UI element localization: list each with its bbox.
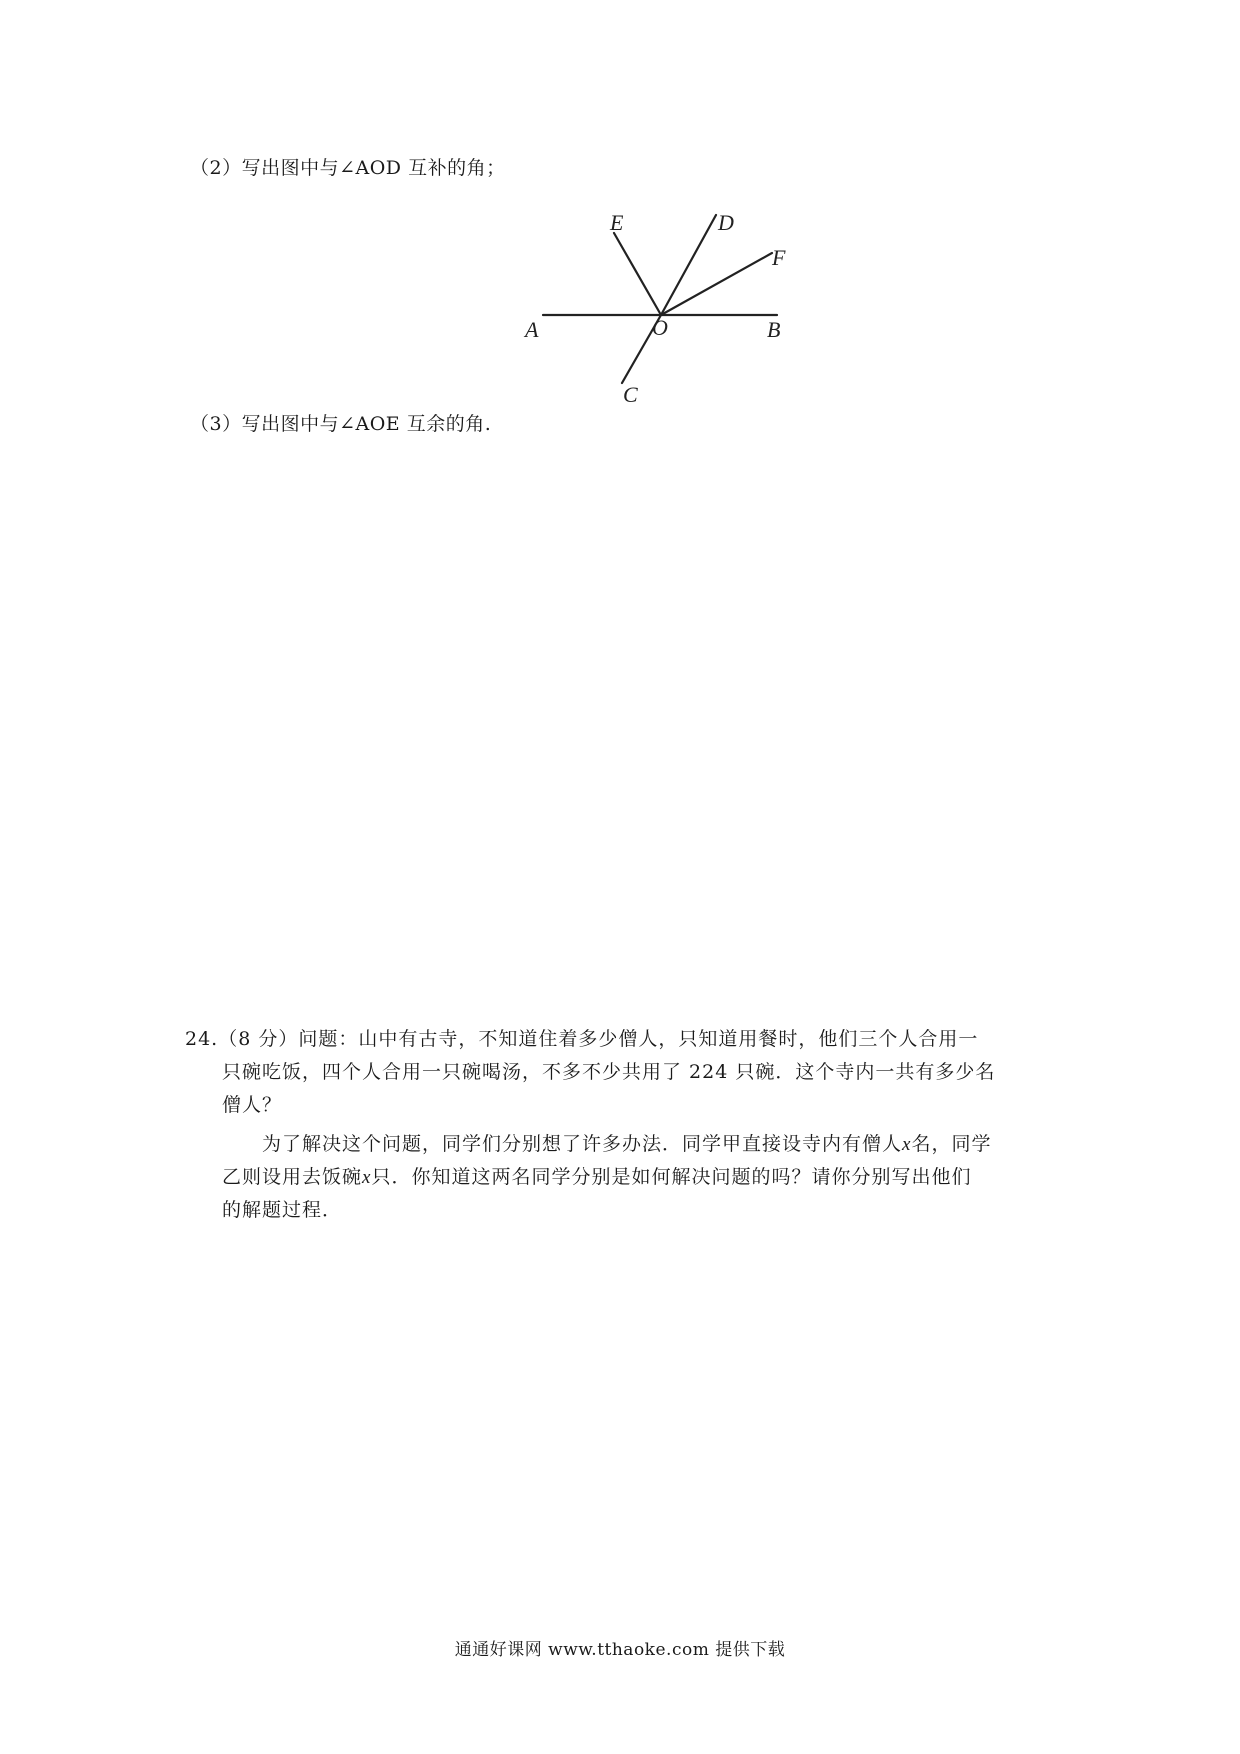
line-4-part-a: 为了解决这个问题，同学们分别想了许多办法．同学甲直接设寺内有僧人 xyxy=(262,1133,903,1155)
variable-x: x xyxy=(362,1167,372,1188)
variable-x: x xyxy=(902,1134,912,1155)
label-e: E xyxy=(610,210,624,235)
question-24-line-6: 的解题过程． xyxy=(222,1199,343,1221)
label-f: F xyxy=(772,245,786,270)
line-5-part-b: 只．你知道这两名同学分别是如何解决问题的吗？请你分别写出他们 xyxy=(371,1166,972,1188)
angle-figure xyxy=(515,205,815,405)
question-24-line-4 xyxy=(262,1129,991,1156)
question-part-2: （2）写出图中与∠AOD 互补的角； xyxy=(190,157,506,179)
line-5-part-a: 乙则设用去饭碗 xyxy=(222,1166,363,1188)
label-o: O xyxy=(652,315,668,340)
question-24-line-3: 僧人？ xyxy=(222,1094,283,1116)
question-part-3: （3）写出图中与∠AOE 互余的角. xyxy=(190,413,492,435)
ray-oe xyxy=(614,233,661,315)
label-d: D xyxy=(718,210,734,235)
question-24-line-2: 只碗吃饭，四个人合用一只碗喝汤，不多不少共用了 224 只碗．这个寺内一共有多少名 xyxy=(222,1061,996,1083)
label-c: C xyxy=(623,382,638,405)
line-4-part-b: 名，同学 xyxy=(911,1133,992,1155)
question-24-line-1: 24.（8 分）问题：山中有古寺，不知道住着多少僧人，只知道用餐时，他们三个人合用一 xyxy=(185,1028,979,1050)
label-a: A xyxy=(525,317,539,342)
label-b: B xyxy=(767,317,781,342)
page-footer: 通通好课网 www.tthaoke.com 提供下载 xyxy=(454,1640,786,1660)
question-24-line-5 xyxy=(222,1162,971,1189)
